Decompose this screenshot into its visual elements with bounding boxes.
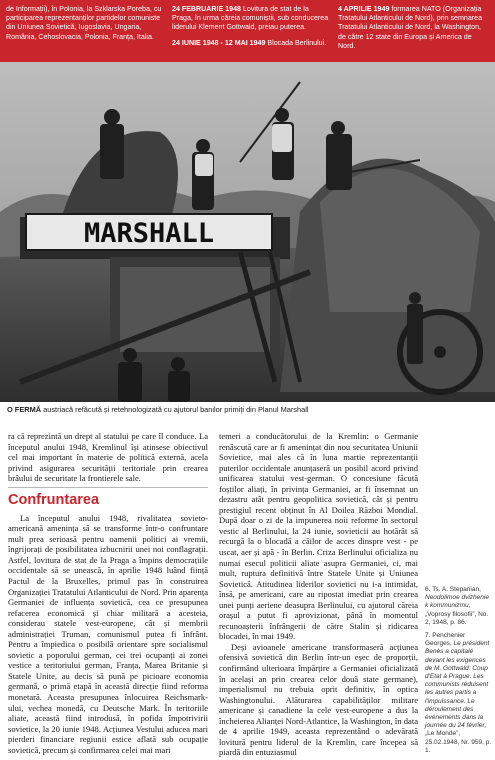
- timeline-date: 24 IUNIE 1948 - 12 MAI 1949: [172, 38, 266, 47]
- farm-photo-illustration: [0, 62, 495, 402]
- footnotes: [425, 586, 493, 760]
- timeline-text: formarea NATO (Organizația Tratatului Atlanticului de Nord), prin semnarea Tratatului Atlanticului de Nord, la Washington, de către 12 state din Europa și America de Nord.: [338, 5, 483, 50]
- section-divider: [8, 487, 208, 488]
- timeline-column-3: [338, 5, 490, 51]
- timeline-date: 24 FEBRUARIE 1948: [172, 5, 241, 13]
- paragraph: temeri a conducătorului de la Kremlin: o Germanie renăscută care ar fi amenințat din nou securitatea Uniunii Sovietice, mai ales că în luna martie reprezentanții puterilor occidentale anunțaseră un posibil acord privind unificarea statului vest-german. O concesiune făcută foștilor aliați, în privința Germaniei, ar fi însemnat un dezastru atât pentru geopolitica sovietică, cât și pentru prestigiul recent obținut în Al Doilea Război Mondial. După doar o zi de la impunerea noii reforme în sectorul vestic al Berlinului, la 24 iunie, sovieticii au hotărât să recurgă la o blocadă a căilor de acces dinspre vest - pe uscat, aer și apă - în Berlin. Criza Berlinului oficializa nu numai esecul politicii aliate asupra Germaniei, ci, mai mult, ruptura definitivă între Statele Unite și Uniunea Sovietică. Atitudinea liderilor sovietici nu i-a intimidat, însă, pe americani, care au ripostat imediat prin crearea unei punți aeriene deasupra Berlinului, cu ajutorul căreia orașul a putut fi aprovizionat, până în momentul recunoașterii înfrângerii de către Stalin și ridicarea blocadei, în mai 1949.: [219, 431, 418, 642]
- paragraph: Deși avioanele americane transformaseră acțiunea ofensivă sovietică din Berlin într-un eșec de proporții, confirmând ulterioara împărțire a Germaniei oficializată în același an prin crearea celor două state germane), imperialismul nu trebuia oprit definitiv, în optica Washingtonului. Alăturarea capabilităților militare americane și canadiene la cele vest-europene a dus la încheierea Alianței Nord-Atlantice, la Washington, în data de 4 aprilie 1949, aceasta reprezentând o adevărată lovitură pentru liderul de la Kremlin, care începea să piardă din entuziasmul: [219, 641, 418, 758]
- timeline-text: Lovitura de stat de la Praga, în urma căreia comuniștii, sub conducerea liderului Klement Gottwald, preiau puterea.: [172, 5, 329, 32]
- paragraph: La începutul anului 1948, rivalitatea sovieto-americană amenința să se transforme într-o confruntare mult prea serioasă pentru oamenii politici ai vremii, îngrijorați de posibilitatea izbucnirii unei noi conflagrații. Astfel, lovitura de stat de la Praga a împins democrațiile occidentale să se unească, în aprilie 1948 luând ființă Pactul de la Bruxelles, primul pas în construirea Organizației Tratatului Atlanticului de Nord. Prin aparența Germaniei de influența sovietică, cea ce presupunea refacerea economică și chiar militară a acesteia, considerau statele vest-europene, cât și membrii administrației Truman, comunismul putea fi înfrânt. Pentru a împiedica o posibilă orientare spre socialismul sovietic a poporului german, cei trei ocupanți ai zonei vestice a teritoriului german, Franța, Marea Britanie și Statele Unite, au decis să pună pe picioare economia germană, o primă etapă în această direcție fiind reforma monetară. Aceasta presupunea înlocuirea Reichsmark-ului, vechea monedă, cu Deutsche Mark. În teritoriile aliate, această fiind introdusă, în pofida împotrivirii sovietice, la 20 iunie 1948. Acțiunea Vestului aducea mari pierderi financiare regiunii estice aflată sub ocupație sovietică, precum și confirmarea celei mai mari: [8, 512, 208, 755]
- timeline-entry: [172, 5, 330, 33]
- article-column-right: [219, 431, 418, 758]
- timeline-band: [0, 0, 495, 62]
- timeline-date: 4 APRILIE 1949: [338, 5, 390, 13]
- paragraph: ra că reprezintă un drept al statului pe care îl conduce. La începutul anului 1948, Kremlinul își atinsese obiectivul cel mai important în materie de politică externă, acela privind asigurarea securității teritoriale prin crearea brâului de securitate la frontierele sale.: [8, 431, 208, 484]
- timeline-text: Blocada Berlinului.: [265, 38, 327, 47]
- section-heading: Confruntarea: [8, 491, 100, 508]
- timeline-column-2: [172, 5, 330, 48]
- article-column-left: [8, 431, 208, 755]
- photo-caption: [7, 405, 487, 415]
- timeline-entry: [338, 5, 490, 51]
- footnote-6: 6. Ts. A. Stepanian, Neodolimoe dvizhenie k kommunizmu, „Voprosy filosofii”, No. 2, 1948, p. 86.: [425, 586, 489, 626]
- marshall-sign-text: MARSHALL: [83, 218, 215, 249]
- farm-photo: [0, 62, 495, 402]
- footnote-7: 7. Penchenier Georges, Le président Benès a capitalé devant les exigences de M. Gottwald: Coup d'Etat à Prague. Les communists réduisent les autres partis a l'impuissance. Le déroulement des événements dans la journée du 24 février, „Le Monde”, 25.02.1948, Nr. 959, p. 1.: [425, 632, 492, 754]
- timeline-text: de Informații), în Polonia, la Szklarska Poreba, cu participarea reprezentanților partidelor comuniste din Uniunea Sovietică, Iugoslavia, Ungaria, România, Cehoslovacia, Polonia, Franța, Italia.: [6, 5, 162, 41]
- timeline-column-1: [6, 5, 166, 42]
- caption-lead: O FERMĂ: [7, 405, 42, 414]
- timeline-entry: [172, 39, 330, 48]
- caption-text: austriacă refăcută și retehnologizată cu ajutorul banilor primiți din Planul Marshall: [41, 405, 309, 414]
